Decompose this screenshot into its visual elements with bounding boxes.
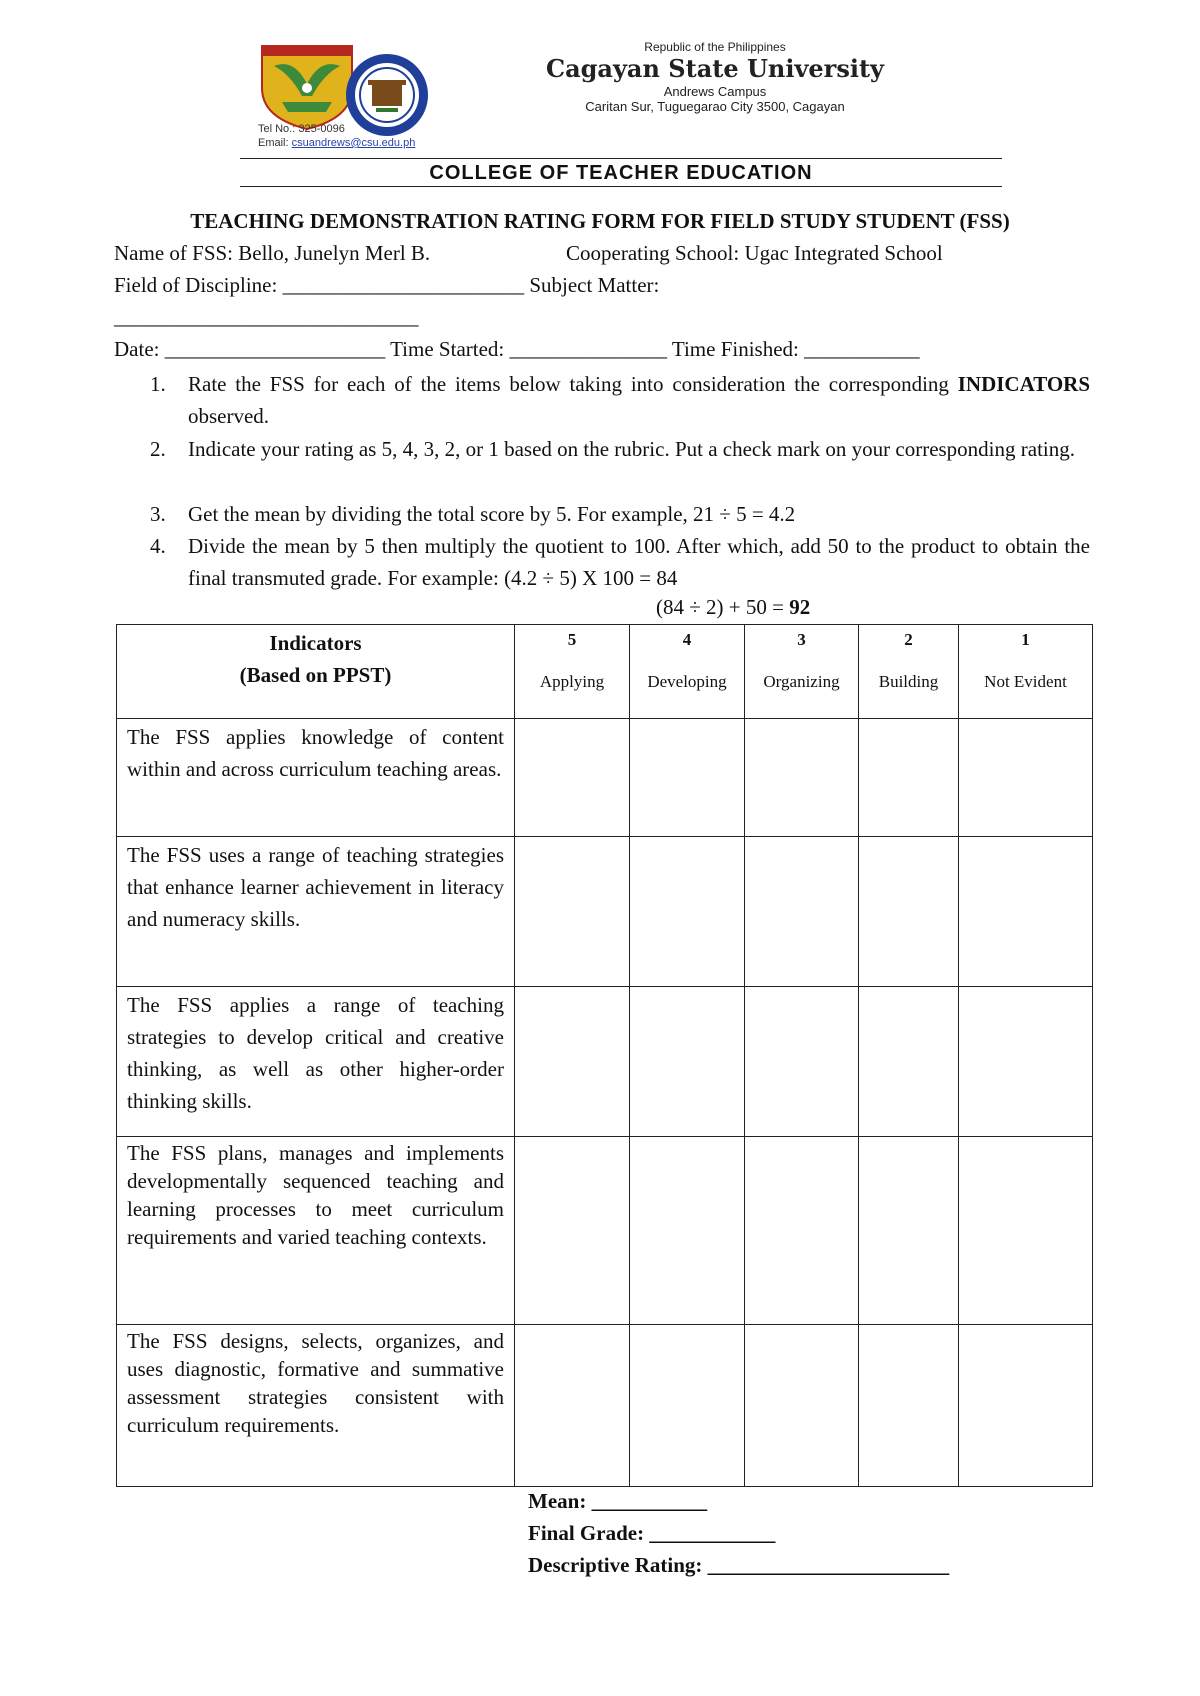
instruction-text: Get the mean by dividing the total score by 5. For example, 21 ÷ 5 = 4.2 <box>188 502 796 526</box>
instruction-text: Indicate your rating as 5, 4, 3, 2, or 1 based on the rubric. Put a check mark on your corresponding rating. <box>188 437 1076 461</box>
cooperating-school: Cooperating School: Ugac Integrated School <box>566 241 943 265</box>
email-label: Email: <box>258 137 289 149</box>
university-name: Cagayan State University <box>546 54 884 83</box>
rating-cell-2[interactable] <box>859 987 959 1137</box>
scale-header-5: 5 Applying <box>515 625 630 719</box>
indicator-text: The FSS designs, selects, organizes, and uses diagnostic, formative and summative assessment strategies consistent with curriculum requirements. <box>117 1325 515 1487</box>
table-header-row <box>117 625 1093 719</box>
instruction-number: 2. <box>150 437 166 461</box>
contact-info <box>258 122 415 150</box>
letterhead <box>0 0 1200 190</box>
rating-cell-2[interactable] <box>859 1137 959 1325</box>
table-row <box>117 837 1093 987</box>
scale-header-4: 4 Developing <box>630 625 745 719</box>
indicator-text: The FSS plans, manages and implements developmentally sequenced teaching and learning processes to meet curriculum requirements and varied teaching contexts. <box>117 1137 515 1325</box>
rating-cell-2[interactable] <box>859 837 959 987</box>
scale-header-2: 2 Building <box>859 625 959 719</box>
rating-cell-4[interactable] <box>630 1137 745 1325</box>
instruction-number: 3. <box>150 502 166 526</box>
example-computation: (84 ÷ 2) + 50 = 92 <box>656 595 811 619</box>
table-row <box>117 987 1093 1137</box>
indicators-header: Indicators (Based on PPST) <box>117 625 515 719</box>
instruction-item <box>150 498 1090 530</box>
fss-name: Name of FSS: Bello, Junelyn Merl B. <box>114 241 431 265</box>
rating-cell-4[interactable] <box>630 719 745 837</box>
rating-cell-5[interactable] <box>515 837 630 987</box>
instruction-text: Divide the mean by 5 then multiply the quotient to 100. After which, add 50 to the product to obtain the final transmuted grade. For example: (4.2 ÷ 5) X 100 = 84 <box>188 534 1090 590</box>
date-time-line: Date: _____________________ Time Started: _______________ Time Finished: ___________ <box>114 337 920 361</box>
final-grade-field: Final Grade: ____________ <box>528 1521 776 1545</box>
example-result: 92 <box>789 595 811 619</box>
republic-text: Republic of the Philippines <box>644 40 786 54</box>
rating-cell-4[interactable] <box>630 1325 745 1487</box>
rating-cell-4[interactable] <box>630 987 745 1137</box>
telephone-number: Tel No.: 325-0096 <box>258 123 345 135</box>
rating-cell-3[interactable] <box>745 1325 859 1487</box>
rating-table <box>116 624 1093 1487</box>
header-divider-top <box>240 158 1002 159</box>
indicators-emphasis: INDICATORS <box>957 372 1091 396</box>
rating-cell-5[interactable] <box>515 719 630 837</box>
indicator-text: The FSS applies knowledge of content within and across curriculum teaching areas. <box>117 719 515 837</box>
rating-cell-5[interactable] <box>515 987 630 1137</box>
university-name-block <box>540 40 890 115</box>
indicator-text: The FSS uses a range of teaching strategies that enhance learner achievement in literacy and numeracy skills. <box>117 837 515 987</box>
rating-cell-3[interactable] <box>745 837 859 987</box>
rating-cell-3[interactable] <box>745 1137 859 1325</box>
instruction-number: 4. <box>150 534 166 558</box>
rating-cell-3[interactable] <box>745 987 859 1137</box>
header-divider-bottom <box>240 186 1002 187</box>
form-title: TEACHING DEMONSTRATION RATING FORM FOR FIELD STUDY STUDENT (FSS) <box>190 209 1010 233</box>
instruction-text: Rate the FSS for each of the items below taking into consideration the corresponding INDICATORS observed. <box>188 372 1091 428</box>
campus-address: Caritan Sur, Tuguegarao City 3500, Cagayan <box>585 99 845 114</box>
university-seal-logo <box>260 44 354 130</box>
instruction-item <box>150 368 1090 432</box>
email-link[interactable]: csuandrews@csu.edu.ph <box>291 137 416 149</box>
table-row <box>117 1137 1093 1325</box>
rating-cell-1[interactable] <box>959 719 1093 837</box>
subject-matter-blank: _____________________________ <box>114 305 419 329</box>
rating-cell-3[interactable] <box>745 719 859 837</box>
rating-cell-1[interactable] <box>959 1325 1093 1487</box>
rating-cell-1[interactable] <box>959 1137 1093 1325</box>
rating-cell-1[interactable] <box>959 837 1093 987</box>
rating-cell-5[interactable] <box>515 1325 630 1487</box>
table-row <box>117 1325 1093 1487</box>
scale-header-1: 1 Not Evident <box>959 625 1093 719</box>
rating-cell-4[interactable] <box>630 837 745 987</box>
campus-name: Andrews Campus <box>663 84 767 99</box>
table-row <box>117 719 1093 837</box>
instruction-number: 1. <box>150 372 166 396</box>
rating-cell-5[interactable] <box>515 1137 630 1325</box>
rating-cell-1[interactable] <box>959 987 1093 1137</box>
instruction-item <box>150 530 1090 594</box>
mean-field: Mean: ___________ <box>528 1489 708 1513</box>
scale-header-3: 3 Organizing <box>745 625 859 719</box>
instruction-item <box>150 433 1090 497</box>
rating-cell-2[interactable] <box>859 719 959 837</box>
indicators-subheader: (Based on PPST) <box>239 663 392 687</box>
field-of-discipline: Field of Discipline: _______________________ Subject Matter: <box>114 273 660 297</box>
indicator-text: The FSS applies a range of teaching strategies to develop critical and creative thinking, as well as other higher-order thinking skills. <box>117 987 515 1137</box>
college-name: COLLEGE OF TEACHER EDUCATION <box>429 162 813 184</box>
rating-cell-2[interactable] <box>859 1325 959 1487</box>
descriptive-rating-field: Descriptive Rating: _______________________ <box>528 1553 950 1577</box>
